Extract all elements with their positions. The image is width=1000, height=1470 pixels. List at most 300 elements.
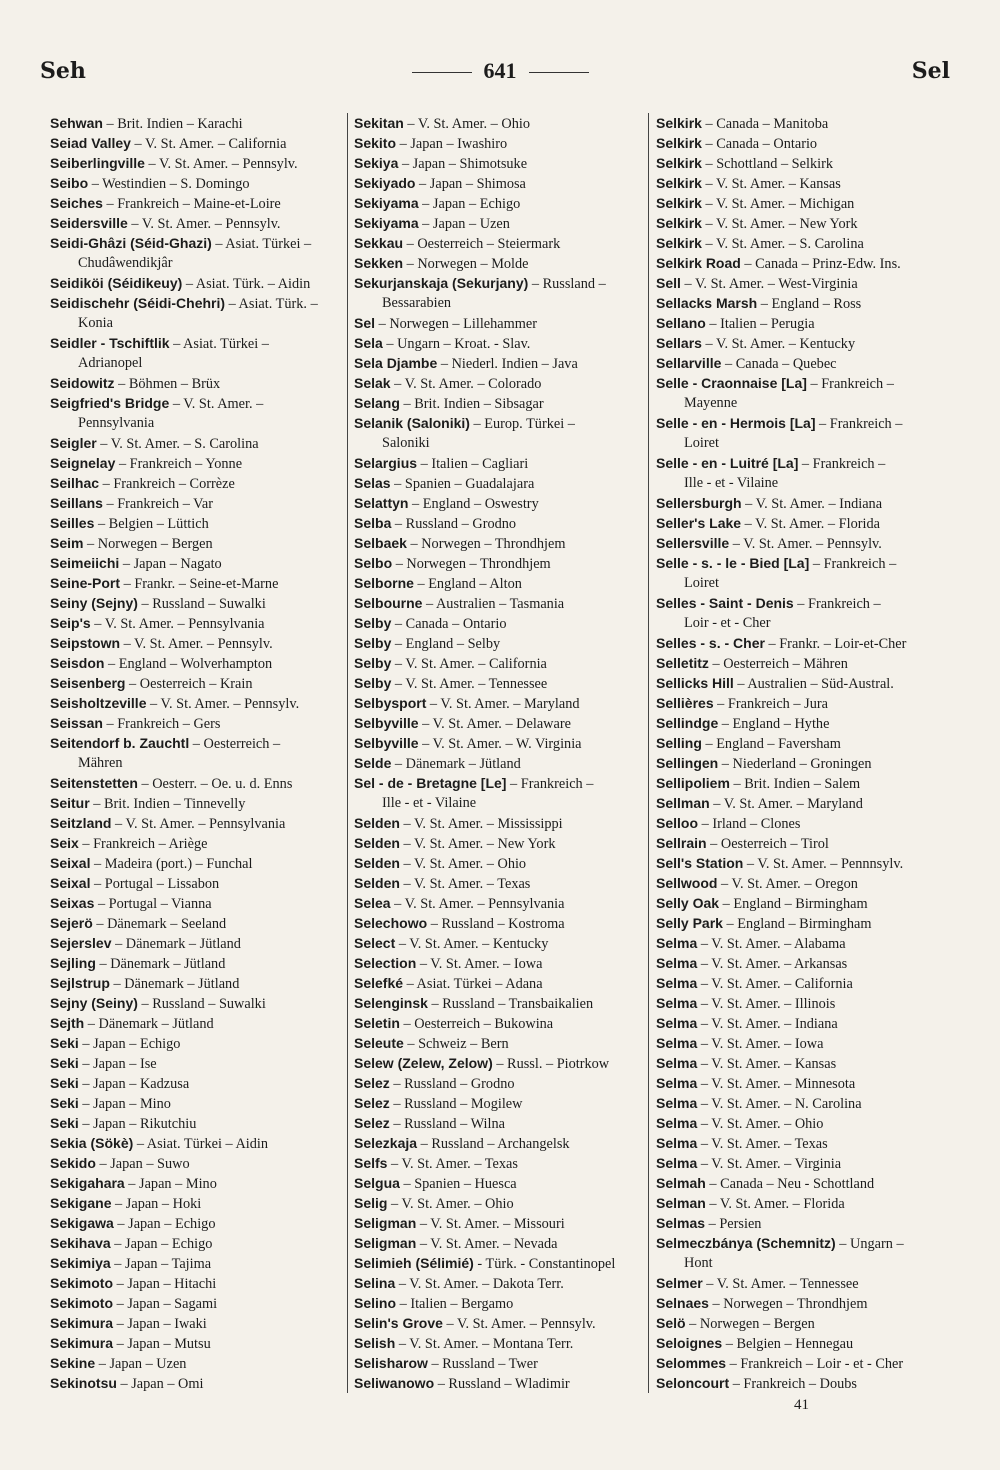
entry-line [656,233,956,253]
entry-term: Selle - en - Hermois [La] [656,415,816,431]
entry-location: – Norwegen – Bergen [83,536,213,552]
entry-line [50,653,345,673]
entry-line [656,673,956,693]
entry-line [50,1373,345,1393]
entry-location: – Belgien – Hennegau [722,1336,854,1352]
entry-term: Sekigane [50,1195,112,1211]
entry-location: – Spanien – Guadalajara [390,476,535,492]
entry-continuation [50,753,345,773]
entry-line [50,1273,345,1293]
entry-line [354,753,652,773]
entry-term: Seidiköi (Séidikeuy) [50,275,183,291]
entry-location: – Japan – Uzen [95,1356,187,1372]
entry-term: Selechowo [354,915,428,931]
entry-term: Sekigahara [50,1175,125,1191]
entry-term: Selde [354,755,392,771]
entry-location: – Dänemark – Jütland [95,956,226,972]
entry-term: Selenginsk [354,995,428,1011]
entry-term: Selimieh (Sélimié) [354,1255,474,1271]
entry-term: Selly Oak [656,895,720,911]
entry-location: – V. St. Amer. – Montana Terr. [395,1336,574,1352]
entry-location: – Japan – Iwaki [113,1316,207,1332]
entry-continuation [50,413,345,433]
entry-term: Selma [656,995,698,1011]
entry-line [656,873,956,893]
entry-term: Sellano [656,315,706,331]
entry-line [656,913,956,933]
entry-line [354,733,652,753]
entry-term: Selby [354,615,392,631]
entry-location: – V. St. Amer. – Kentucky [701,336,856,352]
entry-term: Selmas [656,1215,706,1231]
entry-line [656,1013,956,1033]
entry-location: – England – Faversham [701,736,841,752]
entry-line [656,1033,956,1053]
entry-continuation [354,793,652,813]
entry-location: – Frankr. – Seine-et-Marne [120,576,279,592]
entry-line [50,153,345,173]
entry-line [354,493,652,513]
entry-term: Sekkau [354,235,404,251]
entry-location: Chudâwendikjâr [78,255,173,271]
entry-term: Sekiyama [354,195,419,211]
entry-location: – V. St. Amer. – Alabama [697,936,846,952]
entry-term: Seki [50,1095,79,1111]
entry-term: Seixas [50,895,95,911]
entry-term: Sehwan [50,115,103,131]
entry-line [50,1193,345,1213]
entry-line [656,653,956,673]
entry-line [50,1033,345,1053]
entry-line [354,1353,652,1373]
entry-location: Konia [78,315,113,331]
entry-line [656,1333,956,1353]
entry-line [656,273,956,293]
entry-location: - Türk. - Constantinopel [473,1256,616,1272]
entry-term: Sela [354,335,383,351]
entry-line [50,853,345,873]
entry-line [50,333,345,353]
entry-term: Selbyville [354,735,419,751]
entry-location: – Japan – Hoki [111,1196,202,1212]
entry-term: Selez [354,1095,390,1111]
entry-line [50,1353,345,1373]
entry-location: – Dänemark – Seeland [92,916,227,932]
entry-line [50,973,345,993]
entry-location: – England – Birmingham [719,896,868,912]
entry-location: – Italien – Bergamo [396,1296,514,1312]
entry-location: – V. St. Amer. – Maryland [426,696,580,712]
entry-line [354,1073,652,1093]
entry-location: – Frankreich – [506,776,594,792]
entry-term: Sel - de - Bretagne [Le] [354,775,507,791]
entry-term: Selkirk [656,175,702,191]
entry-line [354,1233,652,1253]
entry-term: Sekia (Sökè) [50,1135,134,1151]
entry-line [50,1233,345,1253]
entry-line [50,213,345,233]
entry-location: – Belgien – Lüttich [94,516,209,532]
entry-term: Seim [50,535,84,551]
entry-term: Sekurjanskaja (Sekurjany) [354,275,529,291]
entry-location: – Oesterreich – Mähren [708,656,848,672]
entry-location: Loir - et - Cher [684,615,771,631]
entry-term: Selea [354,895,391,911]
entry-location: – Canada – Ontario [391,616,507,632]
entry-location: – Westindien – S. Domingo [88,176,250,192]
entry-location: – Canada – Manitoba [701,116,829,132]
entry-location: – Böhmen – Brüx [114,376,221,392]
entry-location: – Schweiz – Bern [403,1036,509,1052]
entry-term: Selina [354,1275,396,1291]
entry-line [50,1133,345,1153]
entry-line [50,433,345,453]
entry-location: – Japan – Mino [124,1176,217,1192]
entry-line [50,993,345,1013]
entry-line [656,1093,956,1113]
entry-term: Sekine [50,1355,96,1371]
header-rule-right [529,72,589,73]
entry-location: – Ungarn – Kroat. - Slav. [382,336,531,352]
entry-term: Seletin [354,1015,400,1031]
entry-line [50,473,345,493]
entry-term: Seitzland [50,815,112,831]
entry-location: – Portugal – Lissabon [90,876,220,892]
entry-location: – Asiat. Türk. – Aidin [182,276,311,292]
entry-line [354,473,652,493]
entry-term: Selma [656,1115,698,1131]
entry-term: Seleute [354,1035,404,1051]
entry-location: – Japan – Rikutchiu [78,1116,197,1132]
entry-line [354,453,652,473]
entry-line [354,813,652,833]
entry-term: Seisenberg [50,675,126,691]
entry-term: Selden [354,855,400,871]
entry-location: – V. St. Amer. – Minnesota [697,1076,856,1092]
entry-location: – Russland – Archangelsk [417,1136,570,1152]
entry-term: Seligman [354,1235,417,1251]
entry-location: – V. St. Amer. – Tennessee [391,676,548,692]
entry-location: – Japan – Uzen [418,216,510,232]
entry-term: Sellersville [656,535,730,551]
entry-line [354,353,652,373]
entry-location: – V. St. Amer. – Texas [387,1156,518,1172]
entry-location: – Oesterreich – [189,736,281,752]
entry-term: Selma [656,1055,698,1071]
entry-term: Selma [656,1095,698,1111]
entry-line [656,893,956,913]
entry-term: Selden [354,835,400,851]
entry-term: Selly Park [656,915,723,931]
entry-term: Sellingen [656,755,719,771]
entry-location: – Frankreich – [815,416,903,432]
entry-term: Seissan [50,715,103,731]
entry-line [354,873,652,893]
entry-location: – Frankreich – [806,376,894,392]
entry-location: Loiret [684,435,719,451]
entry-line [50,793,345,813]
entry-term: Sekinotsu [50,1375,117,1391]
entry-term: Sellacks Marsh [656,295,758,311]
entry-term: Selmah [656,1175,706,1191]
entry-term: Seiberlingville [50,155,145,171]
entry-term: Sejling [50,955,96,971]
entry-location: – Japan – Echigo [418,196,521,212]
entry-line [50,173,345,193]
header-page-number-wrap [0,58,1000,84]
entry-term: Sekimoto [50,1275,114,1291]
entry-location: – V. St. Amer. – S. Carolina [96,436,259,452]
entry-term: Seki [50,1035,79,1051]
entry-term: Sekitan [354,115,404,131]
entry-line [50,193,345,213]
entry-location: – V. St. Amer. – Pennsylvania [390,896,565,912]
entry-location: – Oesterreich – Bukowina [399,1016,554,1032]
entry-line [656,1313,956,1333]
entry-line [50,893,345,913]
entry-line [354,1373,652,1393]
entry-line [354,553,652,573]
entry-location: – Asiat. Türkei – [211,236,312,252]
entry-term: Selmer [656,1275,703,1291]
entry-location: – Australien – Tasmania [422,596,565,612]
entry-line [354,153,652,173]
entry-location: – Russland – [528,276,606,292]
entry-line [354,1253,652,1273]
entry-line [656,793,956,813]
entry-line [354,1313,652,1333]
entry-location: – V. St. Amer. – Kansas [697,1056,837,1072]
entry-term: Sell [656,275,681,291]
entry-term: Sekiyama [354,215,419,231]
entry-term: Sekiya [354,155,399,171]
entry-line [50,1113,345,1133]
entry-location: – Asiat. Türk. – [225,296,318,312]
entry-term: Sekken [354,255,404,271]
entry-location: – Frankreich – Corrèze [99,476,235,492]
entry-location: – Frankreich – Jura [713,696,828,712]
entry-location: – V. St. Amer. – Missouri [416,1216,565,1232]
entry-term: Selma [656,1035,698,1051]
entry-line [354,653,652,673]
entry-line [656,1173,956,1193]
entry-line [656,1113,956,1133]
entry-line [656,753,956,773]
entry-location: – Frankreich – Var [102,496,214,512]
entry-line [50,1253,345,1273]
entry-term: Selew (Zelew, Zelow) [354,1055,493,1071]
entry-line [50,573,345,593]
entry-line [656,853,956,873]
entry-term: Select [354,935,396,951]
entry-term: Sejlstrup [50,975,110,991]
entry-term: Selgua [354,1175,400,1191]
entry-location: – Oesterr. – Oe. u. d. Enns [137,776,293,792]
entry-line [354,1193,652,1213]
entry-column-3 [648,113,956,1393]
entry-term: Selloo [656,815,699,831]
entry-line [354,1113,652,1133]
entry-line [354,1013,652,1033]
entry-term: Seilhac [50,475,100,491]
entry-line [50,773,345,793]
entry-line [656,333,956,353]
entry-location: – V. St. Amer. – Iowa [416,956,543,972]
entry-term: Selefké [354,975,404,991]
entry-line [656,693,956,713]
entry-location: – Europ. Türkei – [469,416,575,432]
signature-mark: 41 [794,1397,809,1413]
entry-location: – Brit. Indien – Sibsagar [399,396,544,412]
entry-location: Saloniki [382,435,430,451]
entry-location: – Canada – Neu - Schottland [705,1176,875,1192]
entry-term: Sejerslev [50,935,112,951]
entry-line [50,533,345,553]
entry-term: Seidischehr (Séidi-Chehri) [50,295,226,311]
entry-term: Sellipoliem [656,775,730,791]
entry-term: Sekido [50,1155,96,1171]
entry-location: – V. St. Amer. – Pennsylv. [120,636,273,652]
entry-continuation [656,473,956,493]
entry-location: – V. St. Amer. – Illinois [697,996,836,1012]
entry-term: Sela Djambe [354,355,438,371]
entry-line [50,713,345,733]
entry-line [656,553,956,573]
entry-continuation [50,253,345,273]
entry-line [656,593,956,613]
entry-term: Selma [656,1135,698,1151]
entry-term: Seine-Port [50,575,121,591]
entry-term: Seloignes [656,1335,723,1351]
entry-term: Selle - s. - le - Bied [La] [656,555,810,571]
entry-term: Seigfried's Bridge [50,395,170,411]
entry-term: Sellwood [656,875,718,891]
entry-line [50,933,345,953]
entry-line [354,993,652,1013]
entry-term: Selino [354,1295,397,1311]
entry-location: – Japan – Shimosa [415,176,526,192]
entry-term: Selma [656,1015,698,1031]
header-right-catchword: Sel [911,58,950,84]
entry-location: – V. St. Amer. – Ohio [387,1196,514,1212]
entry-location: – Frankreich – Gers [102,716,221,732]
entry-location: – Russland – Wilna [389,1116,505,1132]
entry-location: – V. St. Amer. – Dakota Terr. [395,1276,564,1292]
entry-term: Selommes [656,1355,727,1371]
entry-term: Selby [354,635,392,651]
entry-line [656,1373,956,1393]
entry-location: – V. St. Amer. – Colorado [390,376,542,392]
entry-line [50,1013,345,1033]
entry-line [50,393,345,413]
entry-location: – V. St. Amer. – Pennnsylv. [743,856,904,872]
entry-line [50,1153,345,1173]
entry-location: – V. St. Amer. – Pennsylv. [442,1316,596,1332]
entry-location: – Japan – Echigo [113,1216,216,1232]
entry-line [656,413,956,433]
entry-term: Seisdon [50,655,105,671]
entry-location: – Madeira (port.) – Funchal [90,856,253,872]
entry-term: Selden [354,875,400,891]
entry-line [50,1053,345,1073]
entry-term: Selanik (Saloniki) [354,415,470,431]
entry-line [656,813,956,833]
entry-line [354,1333,652,1353]
entry-term: Seidowitz [50,375,115,391]
entry-location: – Norwegen – Throndhjem [392,556,551,572]
entry-location: – Frankreich – [793,596,881,612]
entry-line [354,573,652,593]
entry-location: – V. St. Amer. – Pennsylv. [144,156,298,172]
entry-location: – V. St. Amer. – Florida [705,1196,845,1212]
entry-location: – V. St. Amer. – West-Virginia [680,276,858,292]
entry-location: – Japan – Echigo [110,1236,213,1252]
entry-term: Seligman [354,1215,417,1231]
entry-line [354,313,652,333]
entry-term: Sellières [656,695,714,711]
entry-location: – V. St. Amer. – Pennsylvania [111,816,286,832]
entry-line [656,773,956,793]
entry-term: Selfs [354,1155,388,1171]
entry-location: – Norwegen – Throndhjem [406,536,566,552]
entry-location: Bessarabien [382,295,452,311]
entry-location: – V. St. Amer. – Mississippi [399,816,563,832]
page-number: 641 [483,58,517,83]
entry-line [656,133,956,153]
entry-line [354,773,652,793]
entry-term: Seki [50,1075,79,1091]
entry-continuation [354,293,652,313]
entry-term: Sekimoto [50,1295,114,1311]
entry-location: – V. St. Amer. – Indiana [697,1016,838,1032]
entry-line [354,833,652,853]
entry-location: – England – Oswestry [408,496,539,512]
entry-location: – Japan – Echigo [78,1036,181,1052]
entry-location: – Dänemark – Jütland [391,756,521,772]
entry-location: – England – Hythe [718,716,830,732]
entry-term: Selez [354,1075,390,1091]
entry-location: – Russland – Grodno [391,516,517,532]
entry-term: Sellicks Hill [656,675,734,691]
entry-location: – Frankr. – Loir-et-Cher [764,636,907,652]
entry-location: – Canada – Quebec [721,356,837,372]
entry-line [50,593,345,613]
header-rule-left [412,72,472,73]
entry-continuation [50,353,345,373]
entry-location: – V. St. Amer. – Kentucky [395,936,549,952]
entry-line [50,833,345,853]
entry-column-2 [347,113,652,1393]
entry-line [656,933,956,953]
entry-location: – England – Ross [757,296,862,312]
entry-line [656,1273,956,1293]
entry-line [50,1173,345,1193]
entry-term: Selang [354,395,400,411]
entry-term: Selle - Craonnaise [La] [656,375,807,391]
entry-term: Selish [354,1335,396,1351]
entry-term: Seiches [50,195,103,211]
entry-location: – Niederland – Groningen [718,756,872,772]
entry-location: – Oesterreich – Krain [125,676,253,692]
entry-location: – Japan – Omi [116,1376,204,1392]
entry-location: – Japan – Kadzusa [78,1076,190,1092]
entry-line [50,373,345,393]
entry-location: – Japan – Tajima [110,1256,212,1272]
entry-location: – V. St. Amer. – California [391,656,547,672]
entry-location: – Norwegen – Molde [403,256,529,272]
entry-location: – Japan – Shimotsuke [398,156,528,172]
entry-term: Seix [50,835,79,851]
